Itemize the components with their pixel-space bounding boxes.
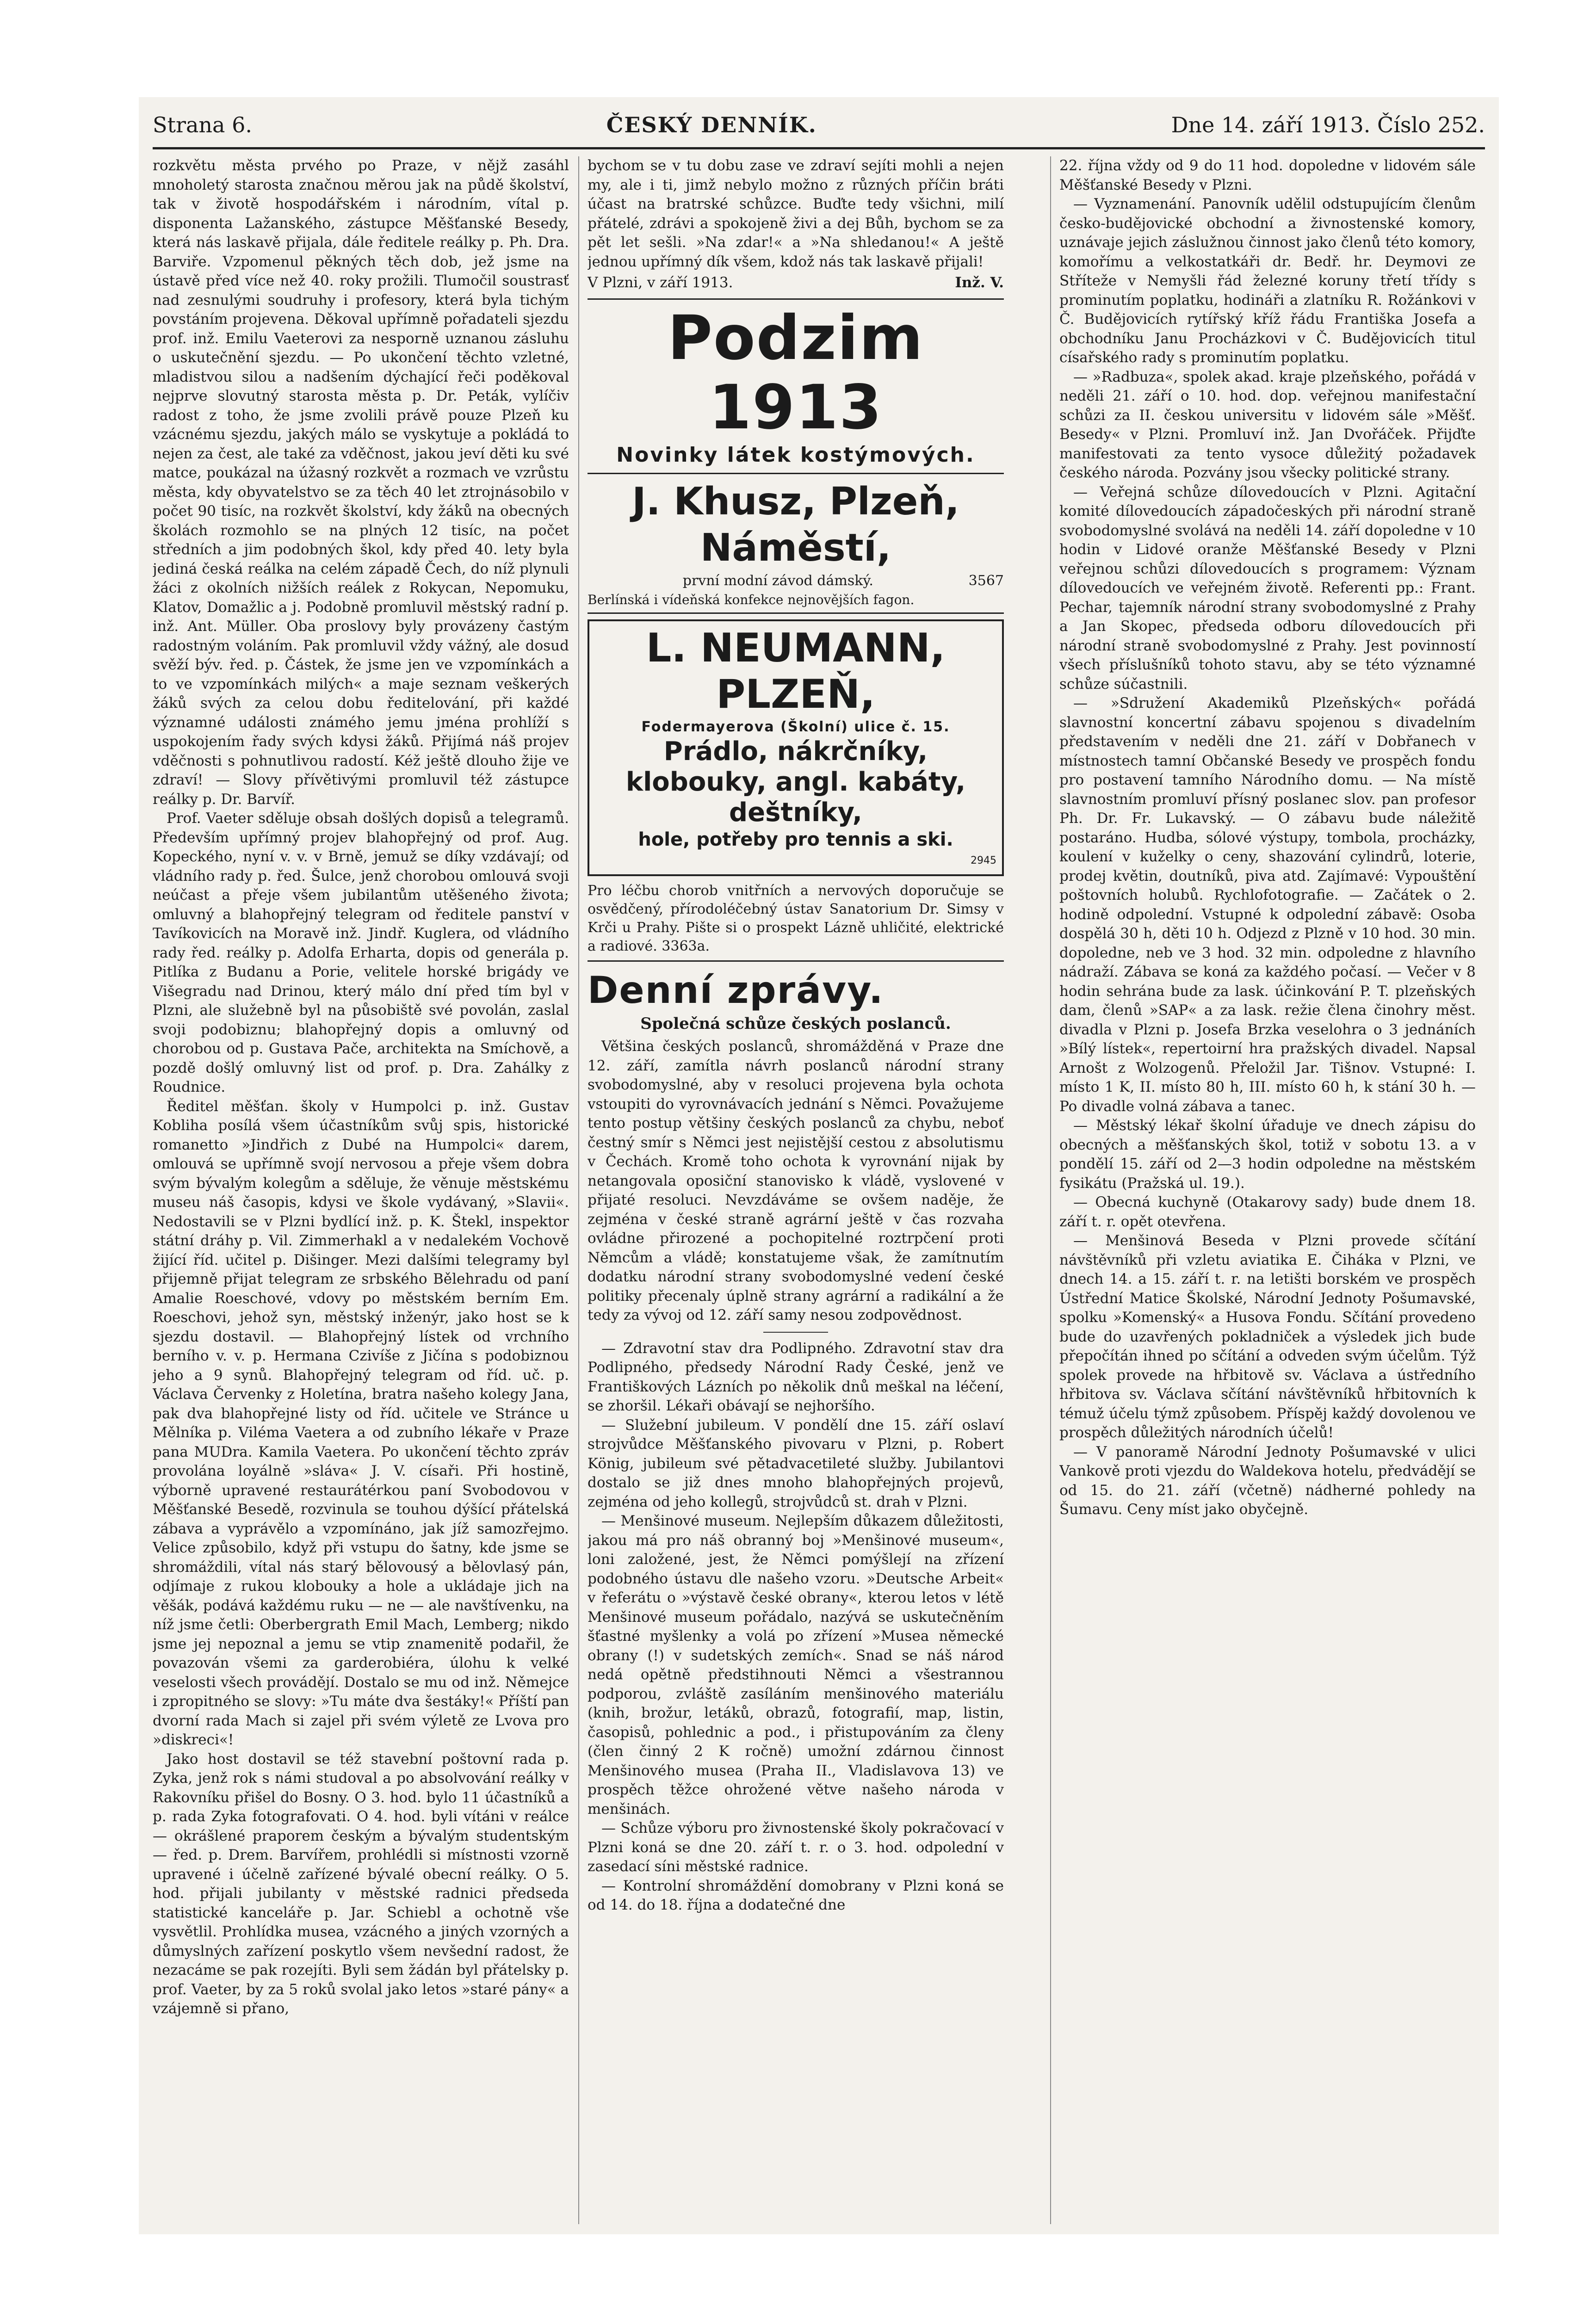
ad-sanatorium: Pro léčbu chorob vnitřních a nervových doporučuje se osvědčený, přírodoléčebný ústav Sanatorium Dr. Simsy v Krči u Prahy. Pište si o prospekt Lázně uhličité, elektrické a radiové. 3363a. [588,882,1004,962]
paragraph: — Vyznamenání. Panovník udělil odstupujícím členům česko-budějovické obchodní a živnostenské komory, uznávaje jejich záslužnou činnost jako členů této komory, komořímu a velkostatkáři dr. Bedř. hr. Deymovi ze Stříteže v Nemyšli řád železné koruny třetí třídy s prominutím poplatku, hodináři a zlatníku R. Rožánkovi v Č. Budějovicích rytířský kříž řádu Františka Josefa a obchodníku Janu Procházkovi v Č. Budějovicích titul císařského rady s prominutím poplatku. [1059,196,1476,366]
paragraph: — Služební jubileum. V pondělí dne 15. září oslaví strojvůdce Měšťanského pivovaru v Plzni, p. Robert König, jubileum své pětadvacetileté služby. Jubilantovi dostalo se již dnes mnoho blahopřejných projevů, zejména od jeho kollegů, strojvůdců st. drah v Plzni. [588,1416,1004,1510]
ad-khusz-number: 3567 [968,572,1004,589]
ad-neumann [588,619,1004,876]
issue-date: Dne 14. září 1913. Číslo 252. [1171,112,1485,137]
newspaper-title: ČESKÝ DENNÍK. [606,112,817,137]
paragraph: Ředitel měšťan. školy v Humpolci p. inž. Gustav Kobliha posílá všem účastníkům svůj spis, historické romanetto »Jindřich z Dubé na Humpolci« darem, omlouvá se upřímně svojí nervosou a přeje všem dobra svým bývalým kolegům a sděluje, že věnuje městskému museu náš časopis, kdysi ve škole vydávaný, »Slavii«. Nedostavili se v Plzni bydlící inž. p. K. Štekl, inspektor státní dráhy p. Vil. Zimmerhakl a v nedalekém Vochově žijící říd. učitel p. Dišinger. Mezi dalšími telegramy byl přijemně přijat telegram ze srbského Bělehradu od paní Amalie Roeschové, vdovy po městském berním Em. Roeschovi, jehož syn, městský inženýr, jako host se k sjezdu dostavil. — Blahopřejný lístek od vrchního berního v. v. p. Hermana Czivíše z Jičína s podobiznou jeho a 9 synů. Blahopřejný telegram od říd. uč. p. Václava Červenky z Holetína, bratra našeho kolegy Jana, pak dva blahopřejné listy od říd. učitele ve Stránce u Mělníka p. Viléma Vaetera a od zubního lékaře v Praze pana MUDra. Kamila Vaetera. Po ukončení těchto zpráv provolána loyálně »sláva« J. V. císaři. Při hostině, výborně upravené restaurátérkou paní Svobodovou v Měšťanské Besedě, rozvinula se touhou dýšící přátelská zábava a vyprávělo a vzpomínáno, jak jíž samozřejmo. Velice způsobilo, když při vstupu do šatny, kde jsme se shromáždili, vítal nás starý bělovousý a bělovlasý pán, odjímaje z rukou klobouky a hole a ukládaje jich na věšák, podává každému ruku — ne — ale navštívenku, na níž jsme četli: Oberbergrath Emil Mach, Lemberg; nikdo jsme jej nepoznal a jemu se vtip znamenitě podařil, že povazován všemi za garderobiéra, úlohu k velké veselosti všech provádějí. Dostalo se mu od inž. Němejce i zpropitného se slovy: »Tu máte dva šestáky!« Příští pan dvorní rada Mach si zajel při svém výletě ze Lvova pro »diskreci«! [153,1098,569,1748]
ad-neumann-goods: Prádlo, nákrčníky, klobouky, angl. kabáty, deštníky, [625,736,966,828]
page-header [153,106,1485,143]
section-title: Denní zprávy. [588,968,884,1012]
paragraph: — Městský lékař školní úřaduje ve dnech zápisu do obecných a měšťanských škol, totiž v sobotu 13. a v pondělí 15. září od 2—3 hodin odpoledne na městském fysikátu (Pražská ul. 19.). [1059,1117,1476,1192]
paragraph: — »Radbuza«, spolek akad. kraje plzeňského, pořádá v neděli 21. září o 10. hod. dop. veřejnou manifestační schůzi za II. českou universitu v lidovém sále »Měšť. Besedy« v Plzni. Promluví inž. Jan Dvořáček. Přijďte manifestovati za tento vysoce důležitý požadavek českého národa. Pozvány jsou všecky politické strany. [1059,368,1476,481]
ad-podzim-subtitle: Novinky látek kostýmových. [616,443,975,467]
ad-neumann-number: 2945 [971,855,996,866]
ad-khusz-line2: Berlínská i vídeňská konfekce nejnovějších fagon. [588,592,915,607]
column-1 [153,156,569,2224]
page-number: Strana 6. [153,112,252,137]
paragraph: — Zdravotní stav dra Podlipného. Zdravotní stav dra Podlipného, předsedy Národní Rady České, jenž ve Františkových Lázních po několik dnů meškal na léčení, se zhoršil. Lékaři obávají se nejhoršího. [588,1340,1004,1414]
paragraph: — Schůze výboru pro živnostenské školy pokračovací v Plzni koná se dne 20. září t. r. o 3. hod. odpolední v zasedací síni městské radnice. [588,1820,1004,1875]
paragraph: rozkvětu města prvého po Praze, v nějž zasáhl mnoholetý starosta značnou měrou jak na půdě školství, tak v životě hospodářském i národním, vítal p. disponenta Lažanského, zástupce Měšťanské Besedy, která nás laskavě přijala, dále ředitele reálky p. Ph. Dra. Barviře. Vzpomenul pěkných těch dob, jež jsme na ústavě před více než 40. roky prožili. Tlumočil soustrasť nad zesnulými soudruhy i profesory, která byla tichým povstáním projevena. Děkoval upřímně pořadateli sjezdu prof. inž. Emilu Vaeterovi za nesporně uznanou zásluhu o uskutečnění sjezdu. — Po ukončení těchto vzletné, mladistvou silou a nadšením dýchající řeči poděkoval nejprve slovutný starosta města p. Dr. Peták, vylíčiv radost z toho, že jsme zvolili právě pouze Plzeň ku vzácnému sjezdu, jakých málo se vyskytuje a pokládá to nejen za čest, ale také za vděčnost, jakou jeví děti ku své matce, poukázal na úžasný rozkvět a rozmach ve vzrůstu města, kdy obyvatelstvo se za těch 40 let ztrojnásobilo v počet 90 tisíc, na rozkvět školství, kdy žáků na obecných školách rozmohlo se na plných 12 tisíc, na počet středních a jim podobných škol, kdy před 40. lety byla jediná česká reálka na celém západě Čech, do níž plynuli žáci z okolních nižších reálek z Rokycan, Nepomuku, Klatov, Domažlic a j. Podobně promluvil městský radní p. inž. Ant. Müller. Oba proslovy byly provázeny častým radostným voláním. Pak promluvil vždy vážný, ale dosud svěží býv. řed. p. Částek, že jsme jen ve vzpomínkách a to ve vzpomínkách milých« a maje seznam veškerých žáků svých za celou dobu ředitelování, při každé významné události známého jemu jména prohlíží s uspokojením řady svých kdysi žáků. Přijímá náš projev vděčnosti s pohnutlivou radostí. Kéž ještě dlouho žije ve zdraví! — Slovy přívětivými promluvil též zástupce reálky p. Dr. Barvíř. [153,157,569,808]
paragraph: — V panoramě Národní Jednoty Pošumavské v ulici Vankově proti vjezdu do Waldekova hotelu, předvádějí se od 15. do 21. září (včetně) nádherné pohledy na Šumavu. Ceny míst jako obyčejně. [1059,1443,1476,1518]
column-2 [588,156,1004,2224]
column-divider [1050,156,1051,2224]
signature-line [588,273,1004,293]
newspaper-page [139,97,1499,2234]
paragraph: Většina českých poslanců, shromážděná v Praze dne 12. září, zamítla návrh poslanců národní strany svobodomyslné, aby v resoluci projevena byla ochota vstoupiti do vyrovnávacích jednání s Němci. Považujeme tento postup většiny českých poslanců za chybu, neboť čestný smír s Němci jest nejistější cestou z absolutismu v Čechách. Kromě toho ochota k vyrovnání nijak by netangovala oposiční stanovisko k vládě, vyslovené v přijaté resoluci. Nevzdáváme se ovšem naděje, že zejména v české straně agrární ještě v čas rozvaha ovládne přirozené a pochopitelné roztrpčení proti Němcům a vládě; konstatujeme však, že zamítnutím dodatku národní strany svobodomyslné vedení české politiky přecenaly úplně strany agrární a radikální a že tedy za vývoj od 12. září samy nesou zodpovědnost. [588,1038,1004,1323]
ad-neumann-address: Fodermayerova (Školní) ulice č. 15. [641,718,950,735]
ad-podzim-title: Podzim 1913 [668,302,924,443]
signature-place: V Plzni, v září 1913. [588,274,733,291]
paragraph: Prof. Vaeter sděluje obsah došlých dopisů a telegramů. Především upřímný projev blahopřejný od prof. Aug. Kopeckého, nyní v. v. v Brně, jemuž se díky vzdávají; od vládního rady p. řed. Šulce, jenž chorobou omlouvá svoji neúčast a přeje všem jubilantům utěšeného života; omluvný a blahopřejný telegram od ředitele panství v Tavíkovicích na Moravě inž. Jindř. Kuglera, od vládního rady řed. reálky p. Adolfa Erharta, dopis od generála p. Pitlíka z Budanu a Porie, velitele horské brigády ve Višegradu nad Drinou, který málo dní před tím byl v Plzni, ale služebně byl na působiště své povolán, zaslal svoji podobiznu; blahopřejný dopis a omluvný od chorobou od p. Gustava Pače, architekta na Smíchově, a pozdě došlý omluvný list od prof. p. Dra. Zahálky z Roudnice. [153,810,569,1095]
ad-neumann-goods2: hole, potřeby pro tennis a ski. [638,829,953,850]
signature-name: Inž. V. [955,274,1004,291]
ad-khusz-line1: první modní závod dámský. [682,572,873,589]
ad-neumann-name: L. NEUMANN, PLZEŇ, [646,624,946,717]
header-rule [153,147,1485,149]
ad-podzim [588,298,1004,474]
ad-khusz-name: J. Khusz, Plzeň, Náměstí, [632,479,959,570]
paragraph: — Kontrolní shromáždění domobrany v Plzni koná se od 14. do 18. října a dodatečné dne [588,1877,1004,1913]
ad-khusz [588,474,1004,614]
article-title: Společná schůze českých poslanců. [640,1014,951,1033]
paragraph: — »Sdružení Akademiků Plzeňských« pořádá slavnostní koncertní zábavu spojenou s divadelním představením v neděli dne 21. září v Dobřanech v místnostech tamní Občanské Besedy ve prospěch fondu pro postavení tamního Národního domu. — Na místě slavnostním promluví přísný poslanec slov. pan profesor Ph. Dr. Fr. Lukavský. — O zábavu bude náležitě postaráno. Hudba, sólové výstupy, tombola, procházky, koulení v kuželky o ceny, shazování cylindrů, loterie, prodej květin, doutníků, piva atd. Zajímavé: Vypouštění poštovních holubů. Rychlofotografie. — Začátek o 2. hodině odpolední. Vstupné k odpolední zábavě: Osoba dospělá 30 h, děti 10 h. Odjezd z Plzně v 10 hod. 30 min. dopoledne, neb ve 3 hod. 32 min. odpoledne z hlavního nádraží. Zábava se koná za každého počasí. — Večer v 8 hodin sehrána bude za lask. účinkování P. T. plzeňských dam, členů »SAP« a za lask. režie člena činohry měst. divadla v Plzni p. Josefa Brzka veselohra o 3 jednáních »Bílý lístek«, repertoirní hra pražských divadel. Napsal Arnošt z Wolzogenů. Přeložil Jar. Tišnov. Vstupné: I. místo 1 K, II. místo 80 h, III. místo 60 h, k stání 30 h. — Po divadle volná zábava a tanec. [1059,695,1476,1115]
paragraph: — Veřejná schůze dílovedoucích v Plzni. Agitační komité dílovedoucích západočeských při národní straně svobodomyslné svolává na neděli 14. září dopoledne v 10 hodin v Lidové oranže Měšťanské Besedy v Plzni veřejnou schůzi dílovedoucích s programem: Význam dílovedoucích ve veřejném životě. Referenti pp.: Frant. Pechar, tajemník národní strany svobodomyslné z Prahy a Jan Skopec, předseda odboru dílovedoucích při národní straně svobodomyslné z Prahy. Jest povinností všech příslušníků tohoto stavu, aby se této významné schůze súčastnili. [1059,483,1476,692]
paragraph: — Menšinové museum. Nejlepším důkazem důležitosti, jakou má pro náš obranný boj »Menšinové museum«, loni založené, jest, že Němci pomýšlejí na zřízení podobného ústavu dle našeho vzoru. »Deutsche Arbeit« v řeferátu o »výstavě české obrany«, kterou letos v létě Menšinové museum pořádalo, nazývá se uskutečněním šťastné myšlenky a volá po zřízení »Musea německé obrany (!) v sudetských zemích«. Snad se náš národ nedá opětně předstihnouti Němci a všestrannou podporou, zvláště zasíláním menšinového materiálu (knih, brožur, letáků, obrazů, fotografií, map, listin, časopisů, pohlednic a pod., i přistupováním za členy (člen činný 2 K ročně) umožní zdárnou činnost Menšinového musea (Praha II., Vladislavova 13) ve prospěch těžce ohrožené větve našeho národa v menšinách. [588,1513,1004,1817]
column-divider [578,156,579,2224]
paragraph: — Menšinová Beseda v Plzni provede sčítání návštěvníků při vzletu aviatika E. Čiháka v Plzni, ve dnech 14. a 15. září t. r. na letišti borském ve prospěch Ústřední Matice Školské, Národní Jednoty Pošumavské, spolku »Komenský« a Husova Fondu. Sčítání provedeno bude do uzavřených pokladniček a výsledek jich bude přepočítán ihned po sčítání a odveden svým účelům. Týž spolek provede na hřbitově sv. Václava a ústředního hřbitova sv. Václava sčítání návštěvníků hřbitovních k témuž účelu týmž způsobem. Příspěj každý dovolenou ve prospěch důležitých národních účelů! [1059,1232,1476,1441]
paragraph: — Obecná kuchyně (Otakarovy sady) bude dnem 18. září t. r. opět otevřena. [1059,1194,1476,1230]
column-3 [1059,156,1476,2224]
paragraph: bychom se v tu dobu zase ve zdraví sejíti mohli a nejen my, ale i ti, jimž nebylo možno z různých příčin bráti účast na bratrské schůzce. Buďte tedy všichni, milí přátelé, zdrávi a spokojeně živi a dej Bůh, bychom se za pět let sešli. »Na zdar!« a »Na shledanou!« A ještě jednou upřímný dík všem, kdož nás tak laskavě přijali! [588,157,1004,270]
paragraph: 22. října vždy od 9 do 11 hod. dopoledne v lidovém sále Měšťanské Besedy v Plzni. [1059,157,1476,193]
paragraph: Jako host dostavil se též stavební poštovní rada p. Zyka, jenž rok s námi studoval a po absolvování reálky v Rakovníku přišel do Bosny. O 3. hod. bylo 11 účastníků a p. rada Zyka fotografovati. O 4. hod. byli vítáni v reálce — okrášlené praporem českým a bývalým studentským — řed. p. Drem. Barvířem, prohlédli si místnosti vzorně upravené i účelně zařízené bývalé obecní reálky. O 5. hod. přijali jubilanty v městské radnici předseda statistické kanceláře p. Jar. Schiebl a ochotně vše vysvětlil. Prohlídka musea, vzácného a jiných vzorných a důmyslných zařízení poskytlo všem nevšední radost, že nezacáme se pak rozejíti. Byli sem žádán byl přátelsky p. prof. Vaeter, by za 5 roků svolal jako letos »staré pány« a vzájemně si přano, [153,1750,569,2017]
separator [763,1332,828,1333]
